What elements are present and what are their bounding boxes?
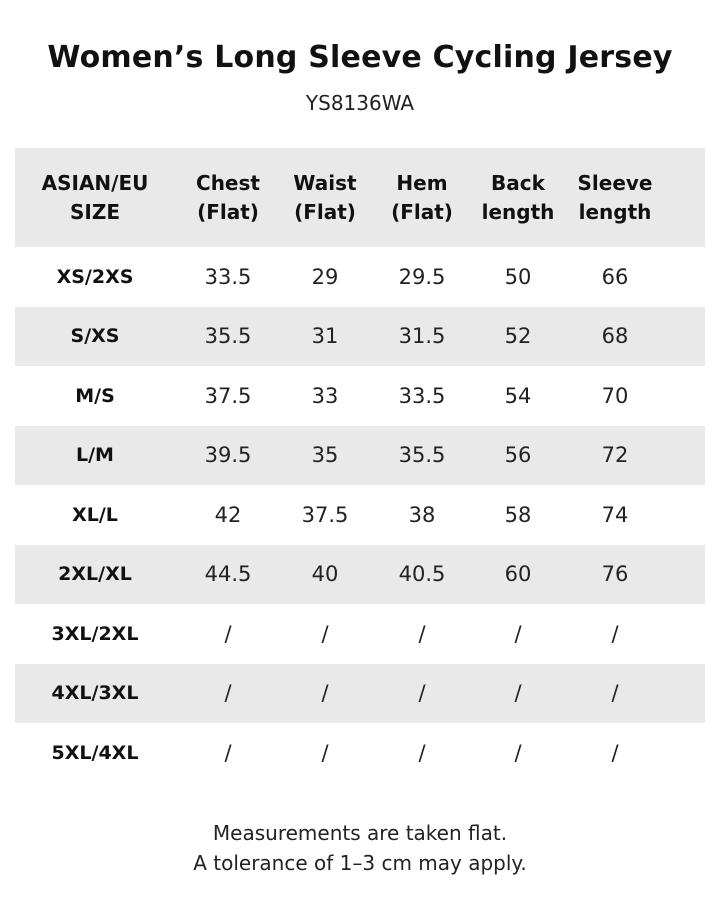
size-cell: 4XL/3XL xyxy=(51,682,139,705)
hem-cell: 31.5 xyxy=(398,324,446,349)
table-row xyxy=(15,366,705,426)
sleeve-length-cell: / xyxy=(611,740,619,765)
back-length-cell: 56 xyxy=(504,443,532,468)
chest-cell: 33.5 xyxy=(204,264,252,289)
back-length-cell: / xyxy=(514,681,522,706)
header-hem: Hem (Flat) xyxy=(391,170,453,224)
chest-cell: 39.5 xyxy=(204,443,252,468)
waist-cell: 29 xyxy=(311,264,339,289)
table-row xyxy=(15,604,705,664)
table-row xyxy=(15,723,705,783)
size-cell: S/XS xyxy=(70,325,120,348)
measurement-note-line: Measurements are taken flat. xyxy=(212,821,508,845)
back-length-cell: / xyxy=(514,740,522,765)
hem-cell: / xyxy=(418,681,426,706)
back-length-cell: / xyxy=(514,621,522,646)
back-length-cell: 52 xyxy=(504,324,532,349)
table-row xyxy=(15,664,705,724)
chest-cell: / xyxy=(224,740,232,765)
header-back-length: Back length xyxy=(481,170,555,224)
chest-cell: / xyxy=(224,681,232,706)
chest-cell: 42 xyxy=(214,502,242,527)
sleeve-length-cell: 74 xyxy=(601,502,629,527)
waist-cell: / xyxy=(321,681,329,706)
size-chart-table xyxy=(15,148,705,783)
hem-cell: / xyxy=(418,621,426,646)
back-length-cell: 60 xyxy=(504,562,532,587)
sleeve-length-cell: 70 xyxy=(601,383,629,408)
table-row xyxy=(15,485,705,545)
waist-cell: / xyxy=(321,740,329,765)
size-cell: XL/L xyxy=(72,503,118,526)
waist-cell: 33 xyxy=(311,383,339,408)
sleeve-length-cell: / xyxy=(611,681,619,706)
hem-cell: 29.5 xyxy=(398,264,446,289)
hem-cell: 38 xyxy=(408,502,436,527)
table-row xyxy=(15,307,705,367)
table-row xyxy=(15,426,705,486)
size-cell: 5XL/4XL xyxy=(51,741,139,764)
header-chest: Chest (Flat) xyxy=(196,170,260,224)
chest-cell: 44.5 xyxy=(204,562,252,587)
size-cell: M/S xyxy=(75,384,115,407)
sleeve-length-cell: / xyxy=(611,621,619,646)
size-cell: XS/2XS xyxy=(56,265,134,288)
table-header-row xyxy=(15,148,705,247)
chest-cell: 35.5 xyxy=(204,324,252,349)
hem-cell: 35.5 xyxy=(398,443,446,468)
size-cell: L/M xyxy=(76,444,114,467)
waist-cell: 31 xyxy=(311,324,339,349)
back-length-cell: 50 xyxy=(504,264,532,289)
sleeve-length-cell: 66 xyxy=(601,264,629,289)
measurement-note xyxy=(0,818,720,878)
back-length-cell: 54 xyxy=(504,383,532,408)
header-size: ASIAN/EU SIZE xyxy=(41,170,149,224)
waist-cell: 37.5 xyxy=(301,502,349,527)
back-length-cell: 58 xyxy=(504,502,532,527)
hem-cell: / xyxy=(418,740,426,765)
size-cell: 3XL/2XL xyxy=(51,622,139,645)
product-code: YS8136WA xyxy=(305,91,415,115)
chest-cell: / xyxy=(224,621,232,646)
sleeve-length-cell: 68 xyxy=(601,324,629,349)
sleeve-length-cell: 76 xyxy=(601,562,629,587)
chest-cell: 37.5 xyxy=(204,383,252,408)
table-row xyxy=(15,247,705,307)
page-title: Women’s Long Sleeve Cycling Jersey xyxy=(47,40,673,75)
hem-cell: 40.5 xyxy=(398,562,446,587)
waist-cell: / xyxy=(321,621,329,646)
sleeve-length-cell: 72 xyxy=(601,443,629,468)
table-row xyxy=(15,545,705,605)
header-sleeve-length: Sleeve length xyxy=(577,170,653,224)
waist-cell: 35 xyxy=(311,443,339,468)
tolerance-note-line: A tolerance of 1–3 cm may apply. xyxy=(193,851,527,875)
size-cell: 2XL/XL xyxy=(58,563,132,586)
hem-cell: 33.5 xyxy=(398,383,446,408)
header-waist: Waist (Flat) xyxy=(293,170,357,224)
waist-cell: 40 xyxy=(311,562,339,587)
